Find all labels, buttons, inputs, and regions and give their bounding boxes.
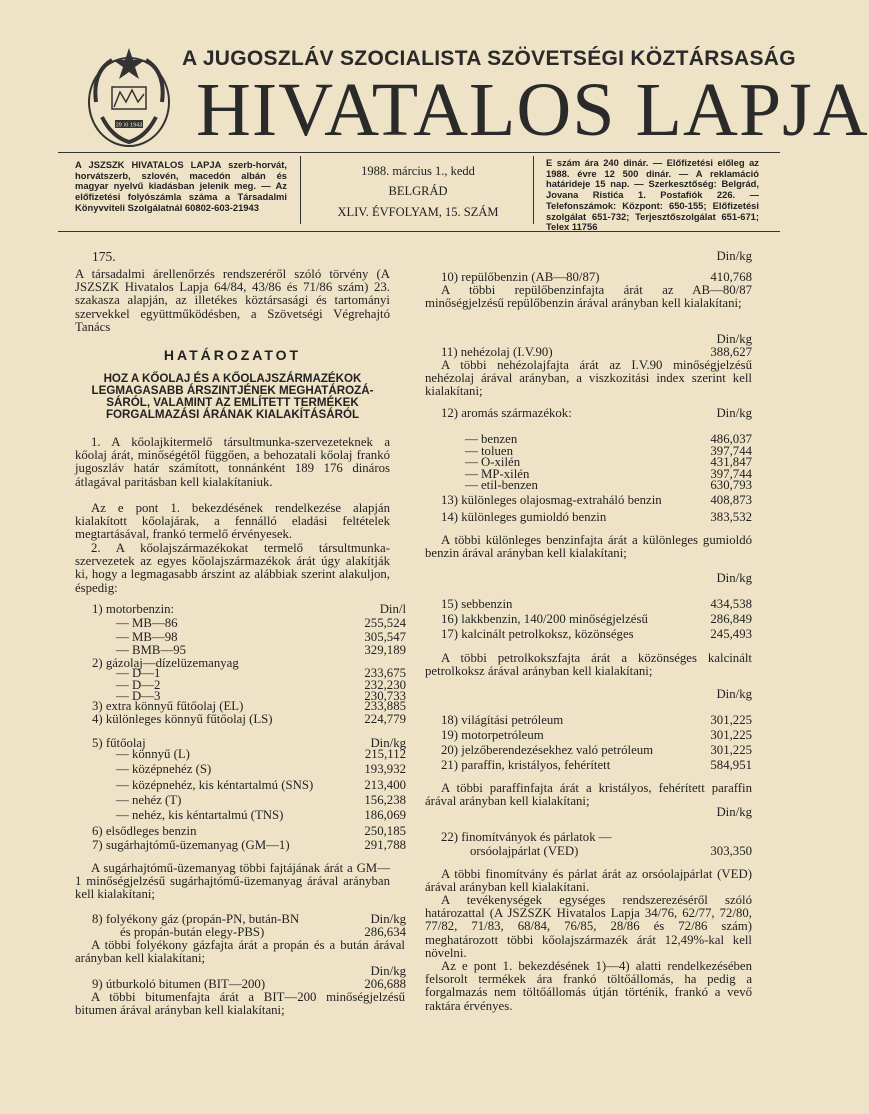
price-item-label: — középnehéz (S): [116, 762, 212, 776]
price-item-label: 4) különleges könnyű fűtőolaj (LS): [92, 712, 273, 726]
header-rule: [58, 231, 780, 232]
price-item-label: 21) paraffin, kristályos, fehérített: [441, 758, 611, 772]
item-10-value: 410,768: [710, 270, 752, 284]
price-item-label: — MB—98: [116, 630, 178, 644]
price-item-label: — MP-xilén: [465, 466, 530, 481]
price-item-label: — benzen: [465, 432, 518, 446]
item-10-label: 10) repülőbenzin (AB—80/87): [441, 270, 600, 284]
group-15-unit: Din/kg: [716, 571, 752, 585]
paragraph-3: 2. A kőolajszármazékokat termelő társultmunka-szervezetek az egyes kőolajszármazékok árát úgy alakítják ki, hogy a legmagasabb árszint az alábbiak szerint alakuljon, éspedig:: [75, 541, 390, 595]
item-11-label: 11) nehézolaj (I.V.90): [441, 345, 553, 359]
price-item-label: 1) motorbenzin:: [92, 602, 175, 616]
header-volume: XLIV. ÉVFOLYAM, 15. SZÁM: [337, 205, 499, 219]
price-item-value: 397,744: [710, 443, 752, 458]
header-divider-left: [300, 156, 301, 224]
price-item-value: 232,230: [364, 678, 406, 692]
paragraph-22: A többi finomítvány és párlat árát az orsóolajpárlat (VED) árával arányban kell kialakítani.: [425, 867, 752, 895]
price-item-label: 16) lakkbenzin, 140/200 minőségjelzésű: [441, 612, 648, 626]
decision-number: 175.: [92, 249, 116, 264]
price-item-label: 7) sugárhajtómű-üzemanyag (GM—1): [92, 838, 290, 852]
item-12-unit: Din/kg: [716, 406, 752, 420]
decision-title-1: HOZ A KŐOLAJ ÉS A KŐOLAJSZÁRMAZÉKOK: [103, 372, 362, 385]
paragraph-6: A többi bitumenfajta árát a BIT—200 minőségjelzésű bitumen árával arányban kell kialakítani;: [75, 990, 405, 1018]
masthead-state-name: A JUGOSZLÁV SZOCIALISTA SZÖVETSÉGI KÖZTÁRSASÁG: [182, 47, 796, 70]
paragraph-5: A többi folyékony gázfajta árát a propán és a bután árával arányban kell kialakítani;: [75, 938, 405, 966]
price-item-label: — nehéz, kis kéntartalmú (TNS): [116, 808, 284, 822]
item-8-label-b: és propán-bután elegy-PBS): [120, 925, 265, 939]
price-item-value: Din/kg: [370, 736, 406, 750]
header-publication-info: A JSZSZK HIVATALOS LAPJA szerb-horvát, horvátszerb, szlovén, macedón albán és magyar nyelvű kiadásban jelenik meg. — Az előfizetési folyószámla száma a Társadalmi Könyvviteli Szolgálatnál 60802-603-21943: [75, 159, 287, 213]
price-item-label: — MB—86: [116, 616, 178, 630]
price-item-value: 291,788: [364, 838, 406, 852]
price-item-value: 301,225: [710, 713, 752, 727]
paragraph-14: A többi különleges benzinfajta árát a különleges gumioldó benzin árával arányban kell kialakítani;: [425, 533, 752, 561]
price-item-value: 230,733: [364, 689, 406, 703]
state-emblem: [82, 42, 177, 152]
price-item-value: 584,951: [710, 758, 752, 772]
right-top-unit: Din/kg: [716, 249, 752, 263]
price-item-label: 2) gázolaj—dízelüzemanyag: [92, 656, 239, 670]
item-13-label: 13) különleges olajosmag-extraháló benzin: [441, 493, 662, 507]
item-11-unit: Din/kg: [716, 332, 752, 346]
item-22-label-a: 22) finomítványok és párlatok —: [441, 830, 612, 844]
item-8-label-a: 8) folyékony gáz (propán-PN, bután-BN: [92, 912, 300, 926]
paragraph-23: A tevékenységek egységes rendszerezéséről szóló határozattal (A JSZSZK Hivatalos Lapja 34/76, 62/77, 72/80, 77/82, 71/83, 68/84, 76/85, 28/86 és 72/86 szám) meghatározott többi kőolajszármazék árát 12,49%-kal kell növelni.: [425, 893, 752, 960]
price-item-value: 255,524: [364, 616, 406, 630]
item-9-value: 206,688: [364, 977, 406, 991]
item-8-unit: Din/kg: [370, 912, 406, 926]
price-item-label: 20) jelzőberendezésekhez való petróleum: [441, 743, 654, 757]
paragraph-11: A többi nehézolajfajta árát az I.V.90 minőségjelzésű nehézolaj árával arányban, a viszkozitási index szerint kell kialakítani;: [425, 358, 752, 399]
price-item-label: 19) motorpetróleum: [441, 728, 544, 742]
item-22-label-b: orsóolajpárlat (VED): [470, 844, 579, 858]
item-9-unit: Din/kg: [370, 964, 406, 978]
price-item-value: 213,400: [364, 778, 406, 792]
decision-title-4: FORGALMAZÁSI ÁRÁNAK KIALAKÍTÁSÁRÓL: [105, 408, 360, 421]
price-item-value: 486,037: [710, 432, 752, 446]
price-item-label: — könnyű (L): [116, 747, 190, 761]
header-price-contact: E szám ára 240 dinár. — Előfizetési előleg az 1988. évre 12 500 dinár. — A reklamáció határideje 15 nap. — Szerkesztőség: Belgrád, Jovana Ristića 1. Postafiók 226. — Telefonszámok: Központ: 650-155; Előfizetési szolgálat 651-732; Terjesztőszolgálat 651-671; Telex 11756: [546, 157, 759, 233]
price-item-value: 301,225: [710, 743, 752, 757]
price-item-label: — D—3: [116, 689, 161, 703]
price-item-value: 329,189: [364, 643, 406, 657]
masthead-rule: [58, 152, 780, 153]
price-item-value: 431,847: [710, 455, 752, 469]
intro-paragraph: A társadalmi árellenőrzés rendszeréről szóló törvény (A JSZSZK Hivatalos Lapja 64/84, 43/86 és 71/86 szám) 23. szakasza alapján, az illetékes köztársasági és tartományi szervekkel együttműködésben, a Szövetségi Végrehajtó Tanács: [75, 267, 390, 334]
price-item-label: — középnehéz, kis kéntartalmú (SNS): [116, 778, 314, 792]
price-item-label: 15) sebbenzin: [441, 597, 513, 611]
price-item-value: 250,185: [364, 824, 406, 838]
paragraph-17: A többi petrolkokszfajta árát a közönséges kalcinált petrolkoksz árával arányban kell kialakítani;: [425, 651, 752, 679]
price-item-label: — D—1: [116, 666, 161, 680]
item-9-label: 9) útburkoló bitumen (BIT—200): [92, 977, 266, 991]
item-22-unit: Din/kg: [716, 805, 752, 819]
header-divider-right: [533, 156, 534, 224]
price-item-label: — O-xilén: [465, 455, 521, 469]
price-item-value: 186,069: [364, 808, 406, 822]
price-item-label: 3) extra könnyű fűtőolaj (EL): [92, 699, 244, 713]
header-city: BELGRÁD: [388, 184, 448, 198]
decision-heading: HATÁROZATOT: [163, 347, 302, 363]
paragraph-10: A többi repülőbenzinfajta árát az AB—80/87 minőségjelzésű repülőbenzin árával arányban kell kialakítani;: [425, 283, 752, 311]
price-item-value: 233,885: [364, 699, 406, 713]
price-item-value: 156,238: [364, 793, 406, 807]
price-item-value: 397,744: [710, 466, 752, 481]
price-item-label: — etil-benzen: [465, 478, 538, 492]
price-item-label: — BMB—95: [116, 643, 187, 657]
paragraph-2: Az e pont 1. bekezdésének rendelkezése alapján kialakított kőolajárak, a fennálló eladási feltételek megtartásával, frankó termelő érvényesek.: [75, 501, 390, 542]
price-item-value: 193,932: [364, 762, 406, 776]
price-item-value: 233,675: [364, 666, 406, 680]
price-item-value: 215,112: [364, 747, 406, 761]
header-date: 1988. március 1., kedd: [361, 164, 475, 178]
item-14-value: 383,532: [710, 510, 752, 524]
price-item-label: — D—2: [116, 678, 161, 692]
price-item-value: 224,779: [364, 712, 406, 726]
group-18-unit: Din/kg: [716, 687, 752, 701]
price-item-value: 630,793: [710, 478, 752, 492]
decision-title-3: SÁRÓL, VALAMINT AZ EMLÍTETT TERMÉKEK: [106, 396, 359, 409]
item-11-value: 388,627: [710, 345, 752, 359]
price-item-value: 245,493: [710, 627, 752, 641]
price-item-value: 305,547: [364, 630, 406, 644]
item-22-value: 303,350: [710, 844, 752, 858]
svg-text:29 XI 1943: 29 XI 1943: [115, 122, 143, 129]
price-item-value: Din/l: [379, 602, 406, 616]
price-item-label: 5) fűtőolaj: [92, 736, 146, 750]
decision-title-2: LEGMAGASABB ÁRSZINTJÉNEK MEGHATÁROZÁ-: [91, 384, 374, 397]
item-12-label: 12) aromás származékok:: [441, 406, 572, 420]
paragraph-24: Az e pont 1. bekezdésének 1)—4) alatti rendelkezésében felsorolt termékek ára frankó töltőállomás, ha pedig a forgalmazás nem töltőállomás útján történik, frankó a vevő raktára érvényes.: [425, 959, 752, 1013]
paragraph-21: A többi paraffinfajta árát a kristályos, fehérített paraffin árával arányban kell kialakítani;: [425, 781, 752, 809]
price-item-value: 301,225: [710, 728, 752, 742]
price-item-label: — toluen: [465, 443, 513, 458]
price-item-label: 18) világítási petróleum: [441, 713, 564, 727]
price-item-label: 6) elsődleges benzin: [92, 824, 197, 838]
emblem-icon: [82, 42, 177, 152]
masthead-title: HIVATALOS LAPJA: [196, 68, 869, 152]
price-item-label: 17) kalcinált petrolkoksz, közönséges: [441, 627, 634, 641]
paragraph-4: A sugárhajtómű-üzemanyag többi fajtájának árát a GM—1 minőségjelzésű sugárhajtómű-üzemanyag árával arányban kell kialakítani;: [75, 861, 390, 902]
price-item-value: 286,849: [710, 612, 752, 626]
item-14-label: 14) különleges gumioldó benzin: [441, 510, 607, 524]
item-13-value: 408,873: [710, 493, 752, 507]
item-8-value: 286,634: [364, 925, 406, 939]
price-item-value: 434,538: [710, 597, 752, 611]
price-item-label: — nehéz (T): [116, 793, 182, 807]
paragraph-1: 1. A kőolajkitermelő társultmunka-szervezeteknek a kőolaj árát, minőségétől függően, a behozatali kőolaj frankó jugoszláv határ számított, tonnánként 189 176 dináros átlagával paritásban kell kialakítaniuk.: [75, 435, 390, 489]
